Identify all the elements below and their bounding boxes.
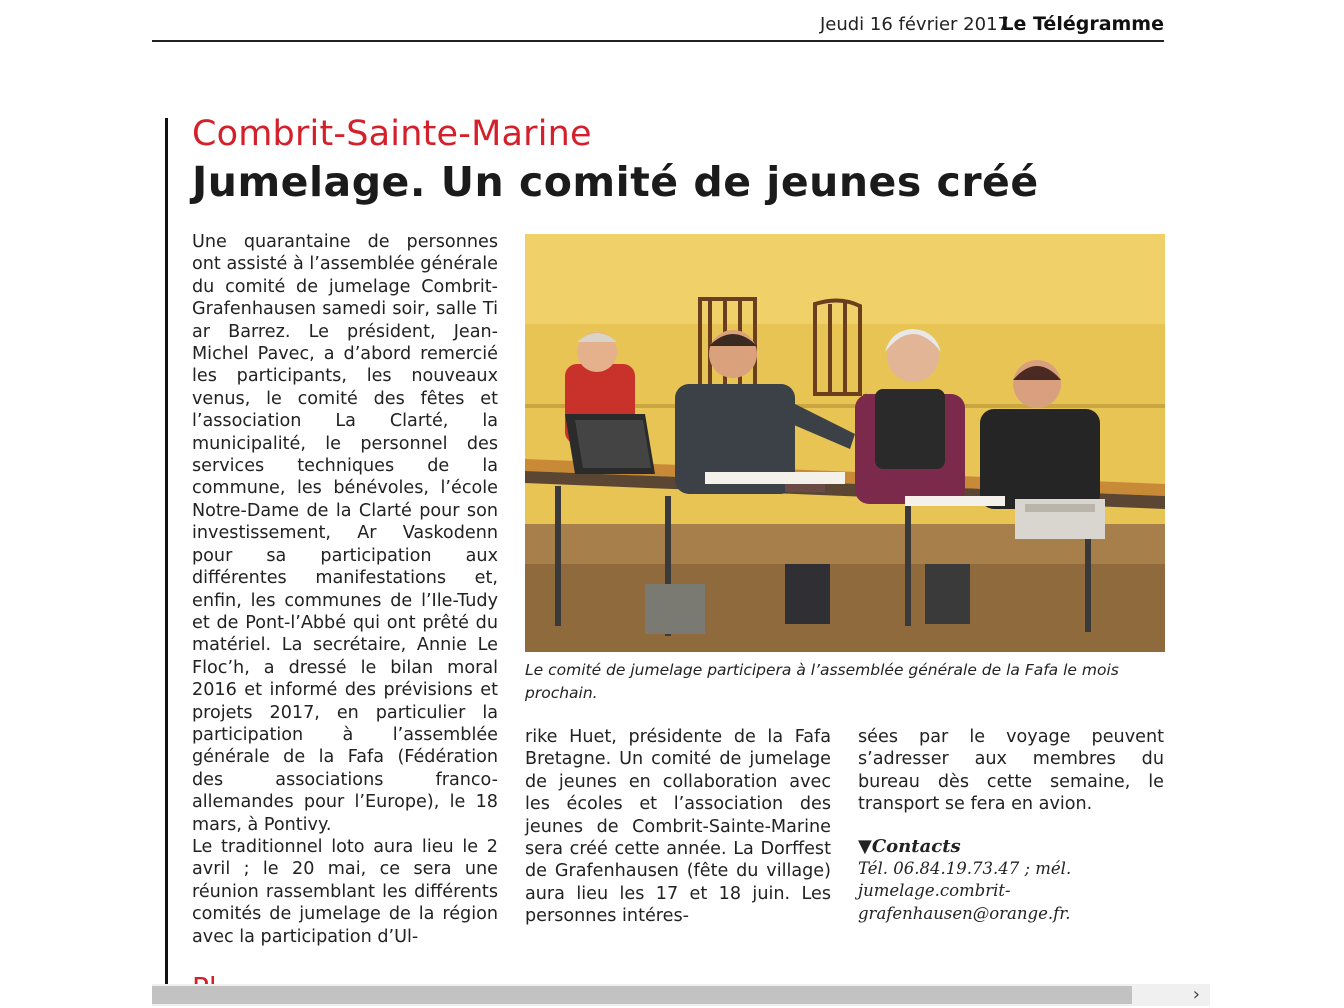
scrollbar-thumb[interactable] xyxy=(152,986,1132,1004)
article-column-3 xyxy=(858,726,1164,925)
article-photo xyxy=(525,234,1165,652)
article-column-2 xyxy=(525,726,831,928)
article-rule xyxy=(165,118,168,984)
paragraph: rike Huet, présidente de la Fafa Bretagne. Un comité de jumelage de jeunes en collaboration avec les écoles et l’association des jeunes de Combrit-Sainte-Marine sera créé cette année. La Dorffest de Grafenhausen (fête du village) aura lieu les 17 et 18 juin. Les personnes intéres- xyxy=(525,727,831,927)
article-kicker: Combrit-Sainte-Marine xyxy=(192,114,592,154)
next-article-kicker xyxy=(192,968,217,984)
paragraph: Le traditionnel loto aura lieu le 2 avril ; le 20 mai, ce sera une réunion rassemblant les différents comités de jumelage de la région avec la participation d’Ul- xyxy=(192,836,498,947)
meeting-photo-illustration xyxy=(525,234,1165,652)
newspaper-name: Le Télégramme xyxy=(1001,13,1164,35)
chevron-right-icon[interactable]: › xyxy=(1192,984,1200,1005)
contacts-details: Tél. 06.84.19.73.47 ; mél. jumelage.combrit-grafenhausen@orange.fr. xyxy=(858,859,1072,923)
article-column-1 xyxy=(192,231,498,948)
contacts-heading: ▼Contacts xyxy=(858,835,961,857)
page-header xyxy=(152,10,1164,42)
article-headline: Jumelage. Un comité de jeunes créé xyxy=(192,158,1039,206)
horizontal-scrollbar[interactable] xyxy=(152,984,1210,1006)
paragraph: Une quarantaine de personnes ont assisté à l’assemblée générale du comité de jumelage Combrit-Grafenhausen samedi soir, salle Ti ar Barrez. Le président, Jean-Michel Pavec, a d’abord remercié les participants, les nouveaux venus, le comité des fêtes et l’association La Clarté, la municipalité, le personnel des services techniques de la commune, les bénévoles, l’école Notre-Dame de la Clarté pour son investissement, Ar Vaskodenn pour sa participation aux différentes manifestations et, enfin, les communes de l’Ile-Tudy et de Pont-l’Abbé qui ont prêté du matériel. La secrétaire, Annie Le Floc’h, a dressé le bilan moral 2016 et informé des prévisions et projets 2017, en particulier la participation à l’assemblée générale de la Fafa (Fédération des associations franco-allemandes pour l’Europe), le 18 mars, à Pontivy. xyxy=(192,232,498,835)
issue-date: Jeudi 16 février 2017 xyxy=(819,14,1009,35)
paragraph: sées par le voyage peuvent s’adresser aux membres du bureau dès cette semaine, le transport se fera en avion. xyxy=(858,727,1164,815)
photo-caption: Le comité de jumelage participera à l’assemblée générale de la Fafa le mois prochain. xyxy=(525,661,1119,702)
